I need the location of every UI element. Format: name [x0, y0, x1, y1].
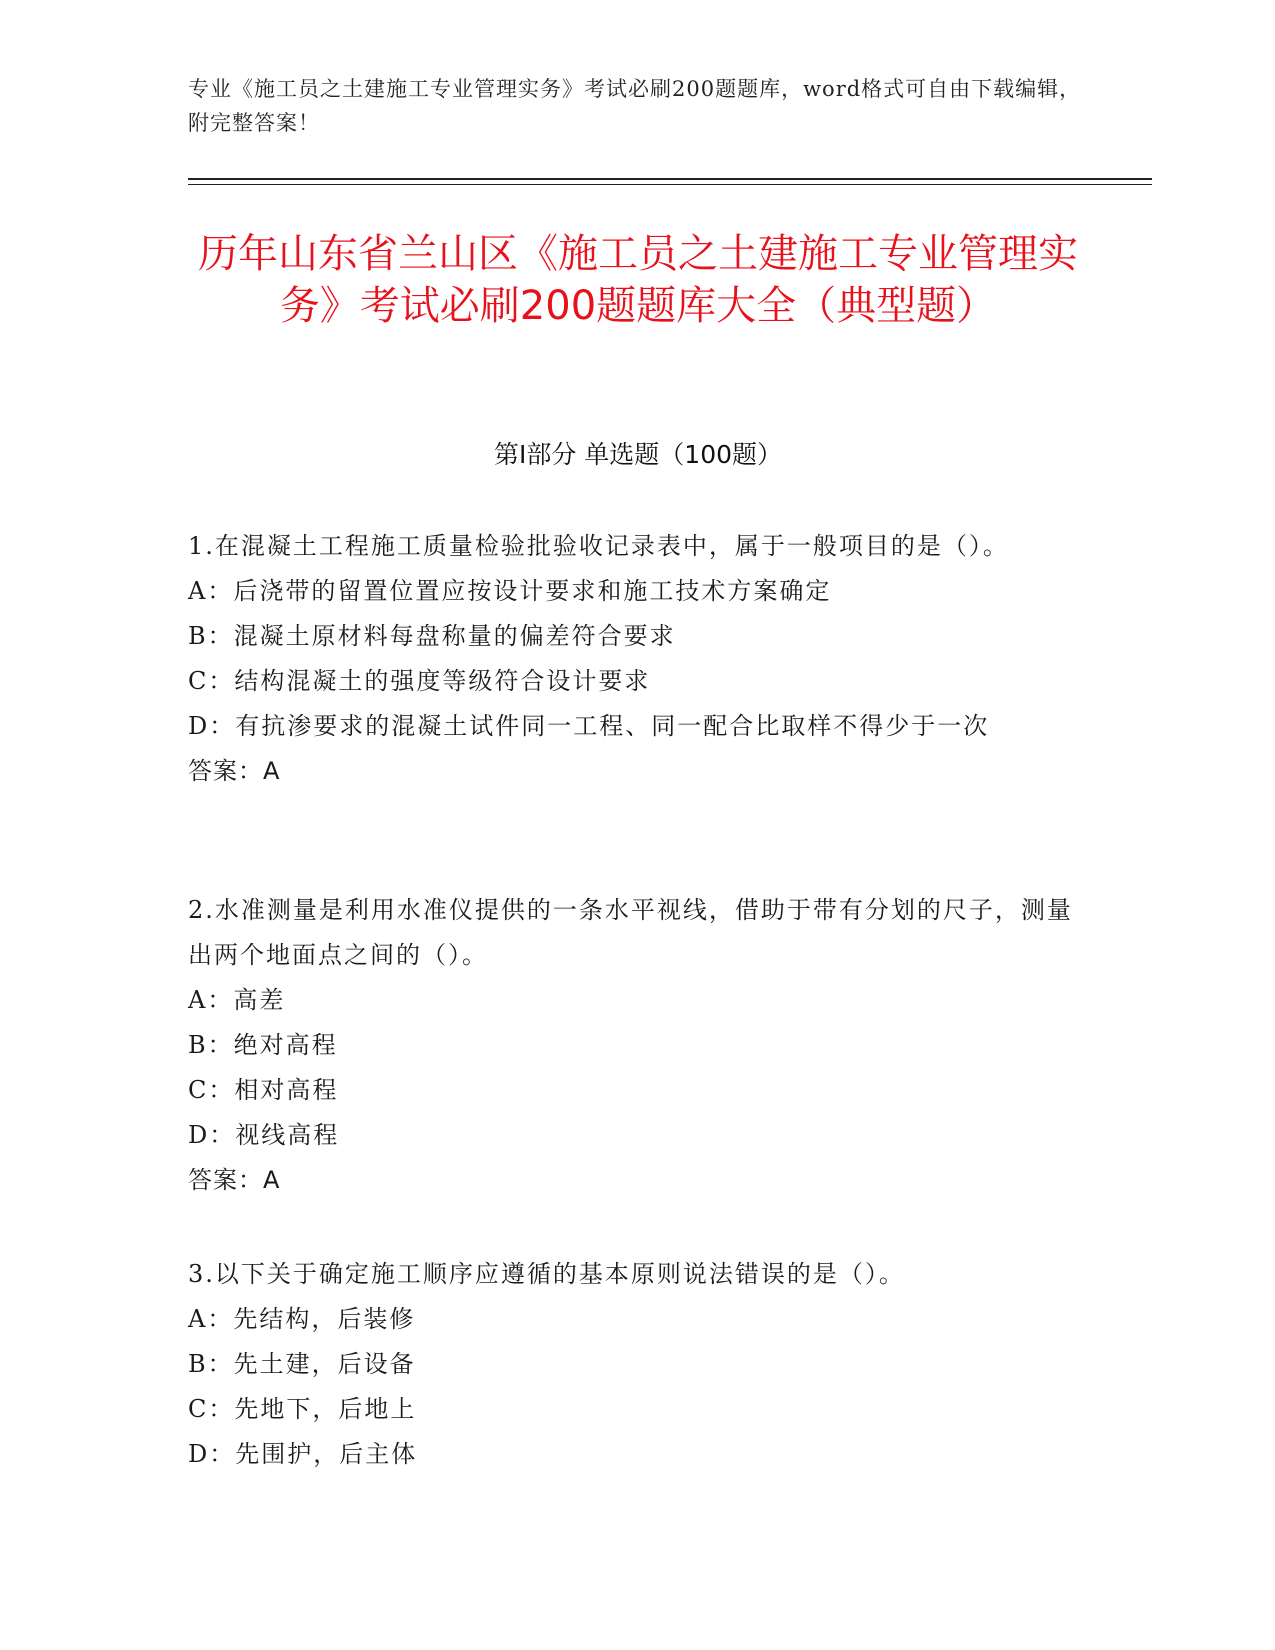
question-1 [188, 524, 1088, 794]
question-stem: 2.水准测量是利用水准仪提供的一条水平视线，借助于带有分划的尺子，测量出两个地面点之间的（）。 [188, 896, 1073, 969]
section-heading: 第I部分 单选题（100题） [493, 440, 783, 469]
document-title: 历年山东省兰山区《施工员之土建施工专业管理实务》考试必刷200题题库大全（典型题） [198, 231, 1078, 329]
answer: 答案：A [188, 757, 281, 785]
option-c: C：相对高程 [188, 1076, 339, 1104]
option-a: A：后浇带的留置位置应按设计要求和施工技术方案确定 [188, 577, 832, 605]
option-c: C：结构混凝土的强度等级符合设计要求 [188, 667, 651, 695]
header-note: 专业《施工员之土建施工专业管理实务》考试必刷200题题库，word格式可自由下载编辑，附完整答案！ [188, 77, 1082, 135]
option-b: B：绝对高程 [188, 1031, 338, 1059]
option-a: A：高差 [188, 986, 286, 1014]
answer: 答案：A [188, 1166, 281, 1194]
header-rule-thin [188, 184, 1152, 185]
option-b: B：混凝土原材料每盘称量的偏差符合要求 [188, 622, 676, 650]
question-2 [188, 888, 1088, 1203]
header-rule-thick [188, 178, 1152, 180]
question-stem: 1.在混凝土工程施工质量检验批验收记录表中，属于一般项目的是（）。 [188, 532, 1009, 560]
option-d: D：视线高程 [188, 1121, 340, 1149]
question-stem: 3.以下关于确定施工顺序应遵循的基本原则说法错误的是（）。 [188, 1260, 905, 1288]
option-b: B：先土建，后设备 [188, 1350, 416, 1378]
option-d: D：先围护，后主体 [188, 1440, 418, 1468]
question-3 [188, 1252, 1088, 1477]
option-a: A：先结构，后装修 [188, 1305, 416, 1333]
option-d: D：有抗渗要求的混凝土试件同一工程、同一配合比取样不得少于一次 [188, 712, 990, 740]
option-c: C：先地下，后地上 [188, 1395, 417, 1423]
